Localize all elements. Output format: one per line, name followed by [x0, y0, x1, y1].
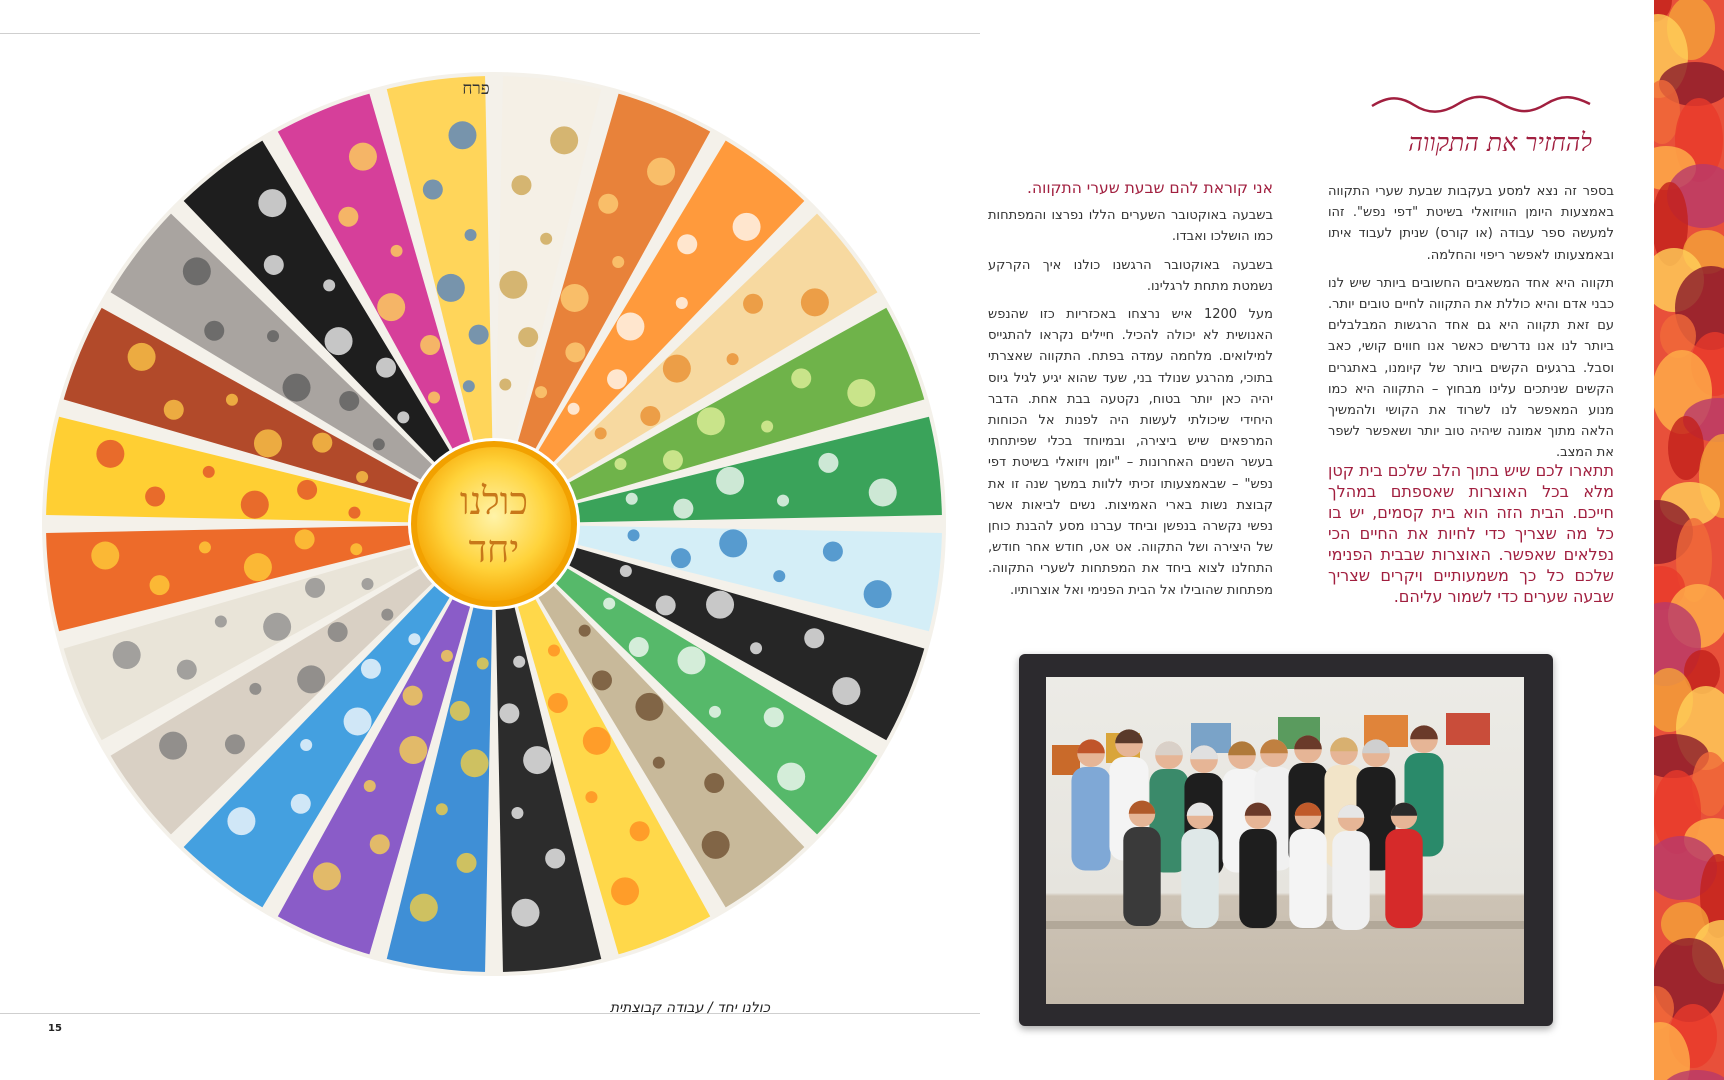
segment-decoration: [457, 853, 477, 873]
segment-decoration: [410, 894, 438, 922]
person-hair: [1410, 725, 1438, 739]
segment-decoration: [773, 570, 785, 582]
person-hair: [1228, 741, 1256, 755]
segment-decoration: [338, 207, 358, 227]
paint-blob: [1668, 416, 1704, 480]
segment-decoration: [463, 380, 475, 392]
segment-decoration: [381, 609, 393, 621]
segment-decoration: [397, 411, 409, 423]
segment-decoration: [656, 595, 676, 615]
segment-decoration: [653, 757, 665, 769]
segment-decoration: [428, 391, 440, 403]
segment-decoration: [550, 126, 578, 154]
segment-decoration: [548, 645, 560, 657]
segment-decoration: [499, 271, 527, 299]
person-body: [1385, 829, 1422, 928]
segment-decoration: [545, 848, 565, 868]
segment-decoration: [361, 578, 373, 590]
segment-decoration: [620, 565, 632, 577]
segment-decoration: [677, 646, 705, 674]
segment-decoration: [548, 693, 568, 713]
segment-decoration: [598, 194, 618, 214]
segment-decoration: [673, 499, 693, 519]
segment-decoration: [568, 403, 580, 415]
gates-paragraph-2: בשבעה באוקטובר הרגשנו כולנו איך הקרקע נשמטת מתחת לרגלינו.: [988, 257, 1273, 294]
person-hair: [1155, 741, 1183, 755]
segment-decoration: [258, 189, 286, 217]
segment-decoration: [203, 466, 215, 478]
segment-decoration: [408, 633, 420, 645]
person-hair: [1330, 737, 1358, 751]
person-body: [1181, 829, 1218, 928]
segment-decoration: [579, 625, 591, 637]
segment-decoration: [635, 693, 663, 721]
chair-row: [1046, 921, 1524, 929]
segment-decoration: [113, 641, 141, 669]
wall-painting: [1446, 713, 1490, 745]
segment-decoration: [441, 650, 453, 662]
segment-decoration: [630, 821, 650, 841]
segment-decoration: [164, 400, 184, 420]
decorative-painted-strip: [1654, 0, 1724, 1080]
page-number-left: 15: [48, 1023, 62, 1034]
segment-decoration: [603, 598, 615, 610]
segment-decoration: [297, 665, 325, 693]
segment-decoration: [391, 245, 403, 257]
sun-text-line2: יחד: [468, 527, 520, 571]
segment-decoration: [750, 642, 762, 654]
segment-decoration: [864, 580, 892, 608]
segment-decoration: [450, 701, 470, 721]
segment-decoration: [328, 622, 348, 642]
segment-decoration: [629, 637, 649, 657]
person-hair: [1077, 739, 1105, 753]
segment-decoration: [254, 429, 282, 457]
segment-decoration: [465, 229, 477, 241]
gates-heading: אני קוראת להם שבעת שערי התקווה.: [1027, 179, 1273, 197]
segment-decoration: [611, 877, 639, 905]
segment-decoration: [640, 406, 660, 426]
segment-decoration: [709, 706, 721, 718]
person-body: [1123, 827, 1160, 926]
segment-decoration: [241, 491, 269, 519]
segment-decoration: [499, 703, 519, 723]
segment-decoration: [791, 368, 811, 388]
segment-decoration: [291, 794, 311, 814]
segment-decoration: [592, 670, 612, 690]
segment-decoration: [595, 427, 607, 439]
segment-decoration: [832, 677, 860, 705]
segment-decoration: [869, 478, 897, 506]
group-mandala-artwork: [36, 66, 952, 982]
segment-decoration: [370, 834, 390, 854]
segment-decoration: [607, 369, 627, 389]
segment-decoration: [159, 732, 187, 760]
segment-decoration: [263, 613, 291, 641]
person-hair: [1115, 729, 1143, 743]
group-photo-illustration: [1046, 677, 1524, 1004]
segment-decoration: [628, 529, 640, 541]
segment-decoration: [565, 342, 585, 362]
person-body: [1289, 829, 1326, 928]
segment-decoration: [583, 727, 611, 755]
artwork-caption: כולנו יחד / עבודה קבוצתית: [609, 1000, 770, 1016]
segment-decoration: [801, 288, 829, 316]
segment-decoration: [361, 659, 381, 679]
intro-paragraph-1: בספר זה נצא למסע בעקבות שבעת שערי התקווה באמצעות היומן הוויזואלי בשיטת "דפי נפש". זהו למעשה ספר עבודה (או קורס) שניתן לעבוד איתו ובאמצעותו לאפשר ריפוי והחלמה.: [1328, 184, 1614, 263]
segment-decoration: [663, 355, 691, 383]
segment-decoration: [267, 330, 279, 342]
segment-decoration: [420, 335, 440, 355]
gates-paragraph-3: מעל 1200 איש נרצחו באכזריות כזו שהנפש האנושית לא יכולה להכיל. חיילים נקראו להתגייס למילואים. מלחמה עמדה בפתח. התקווה שאצרתי בתוכי, מהרגע שנולד בני, שעד שהוא יגיע לגיל גיוס יהיה כאן יותר בטוח, נקטעה בבת אחת. הדבר היחידי שיכולתי לעשות היה לפנות אל הכוחות המרפאים שיש ביצירה, ובמיוחד בכלי שפיתחתי בעשר השנים האחרונות – "יומן ויזואלי בשיטת דפי נפש" – שבאמצעותו זכיתי ללוות במשך שנה זו את קבוצת נשות בארי האמיצות. נשים לביאות אשר נפשי נקשרה בנפשן וביחד עברנו מסע להבנת כוחן של היצירה ושל התקווה. אט אט, חודש אחר חודש, התחלנו לצוא ביחד את המפתחות לשערי התקווה. מפתחות שהובילו אל הבית הפנימי ואל אוצרותיו.: [988, 307, 1273, 598]
segment-decoration: [305, 578, 325, 598]
segment-decoration: [615, 458, 627, 470]
person-body: [1071, 767, 1110, 871]
segment-decoration: [177, 660, 197, 680]
segment-decoration: [518, 327, 538, 347]
segment-decoration: [697, 407, 725, 435]
segment-decoration: [350, 543, 362, 555]
segment-decoration: [399, 736, 427, 764]
segment-decoration: [96, 440, 124, 468]
person-body: [1332, 831, 1369, 930]
segment-decoration: [323, 279, 335, 291]
segment-decoration: [364, 780, 376, 792]
segment-decoration: [150, 575, 170, 595]
decorative-wave: [1370, 92, 1592, 118]
segment-decoration: [377, 293, 405, 321]
segment-decoration: [499, 378, 511, 390]
segment-decoration: [403, 686, 423, 706]
segment-decoration: [477, 658, 489, 670]
segment-decoration: [777, 495, 789, 507]
sun-text-line1: כולנו: [459, 479, 529, 523]
segment-decoration: [743, 294, 763, 314]
segment-decoration: [183, 257, 211, 285]
segment-decoration: [295, 529, 315, 549]
segment-decoration: [283, 374, 311, 402]
segment-decoration: [356, 471, 368, 483]
segment-decoration: [199, 541, 211, 553]
segment-decoration: [535, 386, 547, 398]
segment-decoration: [702, 831, 730, 859]
segment-decoration: [616, 313, 644, 341]
segment-top-label: פרח: [462, 79, 490, 99]
segment-decoration: [818, 453, 838, 473]
segment-decoration: [128, 343, 156, 371]
segment-decoration: [264, 255, 284, 275]
top-rule: [0, 33, 980, 34]
segment-decoration: [215, 615, 227, 627]
segment-decoration: [436, 803, 448, 815]
segment-decoration: [226, 394, 238, 406]
segment-decoration: [297, 480, 317, 500]
segment-decoration: [448, 121, 476, 149]
segment-decoration: [704, 773, 724, 793]
bottom-rule: [0, 1013, 980, 1014]
segment-decoration: [204, 321, 224, 341]
segment-decoration: [523, 746, 551, 774]
group-photo: [1046, 677, 1524, 1004]
segment-decoration: [663, 450, 683, 470]
wall-painting: [1052, 745, 1080, 775]
gates-paragraph-1: בשבעה באוקטובר השערים הללו נפרצו והמפתחות כמו הושלכו ואבדו.: [988, 208, 1273, 245]
segment-decoration: [764, 707, 784, 727]
segment-decoration: [91, 542, 119, 570]
segment-decoration: [585, 791, 597, 803]
segment-decoration: [513, 656, 525, 668]
segment-decoration: [376, 358, 396, 378]
page-title: להחזיר את התקווה: [1408, 128, 1592, 157]
segment-decoration: [344, 707, 372, 735]
segment-decoration: [244, 553, 272, 581]
highlight-paragraph: תתארו לכם שיש בתוך הלב שלכם בית קטן מלא בכל האוצרות שאספתם במהלך חייכם. הבית הזה הוא בית קסמים, יש בו כל מה שצריך כדי לחיות את החיים הכי נפלאים שאפשר. האוצרות שבבית הפנימי שלכם כל כך משמעותיים ויקרים שצריך שבעה שערים כדי לשמור עליהם.: [1328, 461, 1614, 606]
segment-decoration: [312, 433, 332, 453]
segment-decoration: [847, 379, 875, 407]
segment-decoration: [561, 284, 589, 312]
segment-decoration: [511, 807, 523, 819]
segment-decoration: [804, 628, 824, 648]
intro-paragraph-2: תקווה היא אחד המשאבים החשובים ביותר שיש לנו כבני אדם והיא כוללת את התקווה לחיים טובים יותר. עם זאת תקווה היא גם אחד הרגשות המבלבלים ביותר לנו אנו נדרשים כאשר אנו חווים קושי, כאב וסבל. ברגעים הקשים ביותר של קיומנו, באתגרים הקשים שניתכים עלינו מבחוץ – התקווה היא כמו מנוע המאפשר לנו לשרוד את הקושי ולהמשיך הלאה מתוך אמונה שיהיה טוב יותר ושאפשר לשפר את המצב.: [1328, 275, 1614, 461]
segment-decoration: [676, 297, 688, 309]
segment-decoration: [626, 493, 638, 505]
segment-decoration: [339, 391, 359, 411]
segment-decoration: [437, 274, 465, 302]
segment-decoration: [227, 807, 255, 835]
segment-decoration: [373, 438, 385, 450]
person-body: [1239, 829, 1276, 928]
segment-decoration: [719, 529, 747, 557]
segment-decoration: [249, 683, 261, 695]
segment-decoration: [706, 591, 734, 619]
sun-center: [414, 444, 574, 604]
segment-decoration: [540, 233, 552, 245]
segment-decoration: [716, 467, 744, 495]
intro-column: [1328, 181, 1614, 471]
segment-decoration: [647, 158, 675, 186]
segment-decoration: [761, 421, 773, 433]
painted-strip-art: [1654, 0, 1724, 1080]
segment-decoration: [671, 548, 691, 568]
segment-decoration: [325, 327, 353, 355]
segment-decoration: [777, 763, 805, 791]
segment-decoration: [512, 899, 540, 927]
segment-decoration: [225, 734, 245, 754]
segment-decoration: [469, 325, 489, 345]
segment-decoration: [511, 175, 531, 195]
segment-decoration: [727, 353, 739, 365]
segment-decoration: [349, 143, 377, 171]
segment-decoration: [423, 180, 443, 200]
segment-decoration: [823, 541, 843, 561]
segment-decoration: [145, 487, 165, 507]
gates-column: [988, 178, 1273, 608]
segment-decoration: [677, 234, 697, 254]
segment-decoration: [733, 213, 761, 241]
segment-decoration: [612, 256, 624, 268]
segment-decoration: [348, 507, 360, 519]
segment-decoration: [300, 739, 312, 751]
segment-decoration: [461, 749, 489, 777]
segment-decoration: [313, 862, 341, 890]
group-photo-frame: [1019, 654, 1553, 1026]
